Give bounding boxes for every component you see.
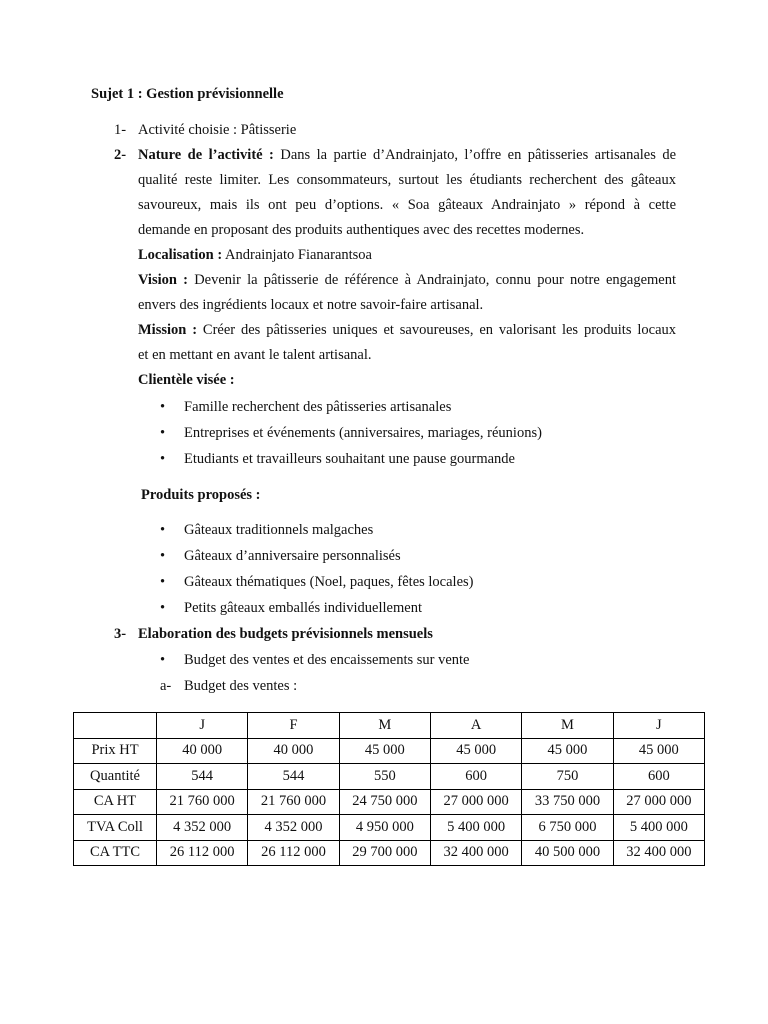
clientele-item: Famille recherchent des pâtisseries artisanales: [184, 399, 452, 415]
month-header: A: [430, 713, 521, 739]
mission-label: Mission :: [138, 322, 198, 338]
table-cell: 27 000 000: [613, 789, 704, 815]
table-cell: 45 000: [430, 738, 521, 764]
table-cell: 4 352 000: [248, 815, 339, 841]
sub-marker: a-: [160, 678, 172, 694]
table-row: [74, 738, 705, 764]
vision-label: Vision :: [138, 272, 188, 288]
bullet-icon: •: [160, 399, 166, 415]
clientele-label: Clientèle visée :: [138, 372, 235, 388]
table-cell: 45 000: [522, 738, 613, 764]
table-cell: 45 000: [613, 738, 704, 764]
table-cell: 544: [157, 764, 248, 790]
table-cell: 21 760 000: [248, 789, 339, 815]
table-corner-cell: [74, 713, 157, 739]
month-header: J: [613, 713, 704, 739]
vision-line-2: envers des ingrédients locaux et notre savoir-faire artisanal.: [138, 297, 484, 313]
item-1-number: 1-: [114, 122, 127, 138]
table-cell: 40 500 000: [522, 840, 613, 866]
produit-item: Gâteaux thématiques (Noel, paques, fêtes locales): [184, 574, 474, 590]
table-cell: 750: [522, 764, 613, 790]
table-cell: 600: [613, 764, 704, 790]
item-1-text: Activité choisie : Pâtisserie: [138, 122, 297, 138]
table-cell: 26 112 000: [157, 840, 248, 866]
nature-line-2: qualité reste limiter. Les consommateurs, surtout les étudiants recherchent des gâteaux: [138, 172, 676, 188]
bullet-icon: •: [160, 574, 166, 590]
bullet-icon: •: [160, 522, 166, 538]
table-cell: 45 000: [339, 738, 430, 764]
table-cell: 21 760 000: [157, 789, 248, 815]
table-cell: 544: [248, 764, 339, 790]
produit-item: Gâteaux d’anniversaire personnalisés: [184, 548, 401, 564]
nature-line-3: savoureux, mais ils ont peu d’options. « Soa gâteaux Andrainjato » répond à cette: [138, 197, 676, 213]
month-header: M: [339, 713, 430, 739]
bullet-icon: •: [160, 548, 166, 564]
table-cell: 33 750 000: [522, 789, 613, 815]
table-cell: 29 700 000: [339, 840, 430, 866]
bullet-icon: •: [160, 600, 166, 616]
table-row: [74, 789, 705, 815]
table-cell: 27 000 000: [430, 789, 521, 815]
localisation-row: [138, 247, 372, 264]
nature-line-1: Dans la partie d’Andrainjato, l’offre en pâtisseries artisanales de: [280, 147, 677, 163]
table-header-row: [74, 713, 705, 739]
table-row: [74, 840, 705, 866]
nature-paragraph-line-1: [138, 147, 676, 164]
row-label: CA TTC: [74, 840, 157, 866]
mission-line-1: Créer des pâtisseries uniques et savoureuses, en valorisant les produits locaux: [202, 322, 676, 338]
table-cell: 32 400 000: [613, 840, 704, 866]
item-2-number: 2-: [114, 147, 127, 163]
table-cell: 26 112 000: [248, 840, 339, 866]
row-label: Prix HT: [74, 738, 157, 764]
row-label: TVA Coll: [74, 815, 157, 841]
vision-row: [138, 272, 676, 289]
budget-table: [73, 712, 705, 866]
table-cell: 5 400 000: [613, 815, 704, 841]
mission-row: [138, 322, 676, 339]
table-row: [74, 815, 705, 841]
month-header: F: [248, 713, 339, 739]
item-3-label: Elaboration des budgets prévisionnels mensuels: [138, 626, 433, 642]
produit-item: Gâteaux traditionnels malgaches: [184, 522, 374, 538]
produit-item: Petits gâteaux emballés individuellement: [184, 600, 422, 616]
nature-label: Nature de l’activité :: [138, 147, 274, 163]
month-header: J: [157, 713, 248, 739]
produits-label: Produits proposés :: [141, 487, 261, 503]
vision-line-1: Devenir la pâtisserie de référence à Andrainjato, connu pour notre engagement: [194, 272, 677, 288]
nature-line-4: demande en proposant des produits authentiques avec des recettes modernes.: [138, 222, 585, 238]
table-cell: 32 400 000: [430, 840, 521, 866]
clientele-item: Etudiants et travailleurs souhaitant une pause gourmande: [184, 451, 515, 467]
month-header: M: [522, 713, 613, 739]
localisation-label: Localisation :: [138, 247, 223, 263]
table-cell: 6 750 000: [522, 815, 613, 841]
bullet-icon: •: [160, 451, 166, 467]
clientele-item: Entreprises et événements (anniversaires, mariages, réunions): [184, 425, 542, 441]
sub-label: Budget des ventes :: [184, 678, 298, 694]
table-row: [74, 764, 705, 790]
row-label: Quantité: [74, 764, 157, 790]
bullet-icon: •: [160, 425, 166, 441]
table-cell: 24 750 000: [339, 789, 430, 815]
table-cell: 4 950 000: [339, 815, 430, 841]
item-3-number: 3-: [114, 626, 127, 642]
bullet-icon: •: [160, 652, 166, 668]
table-cell: 600: [430, 764, 521, 790]
budget-bullet: Budget des ventes et des encaissements sur vente: [184, 652, 470, 668]
table-cell: 5 400 000: [430, 815, 521, 841]
table-cell: 4 352 000: [157, 815, 248, 841]
page-title: Sujet 1 : Gestion prévisionnelle: [91, 86, 284, 102]
table-cell: 40 000: [157, 738, 248, 764]
mission-line-2: et en mettant en avant le talent artisanal.: [138, 347, 372, 363]
row-label: CA HT: [74, 789, 157, 815]
table-cell: 550: [339, 764, 430, 790]
table-cell: 40 000: [248, 738, 339, 764]
localisation-text: Andrainjato Fianarantsoa: [225, 247, 372, 263]
